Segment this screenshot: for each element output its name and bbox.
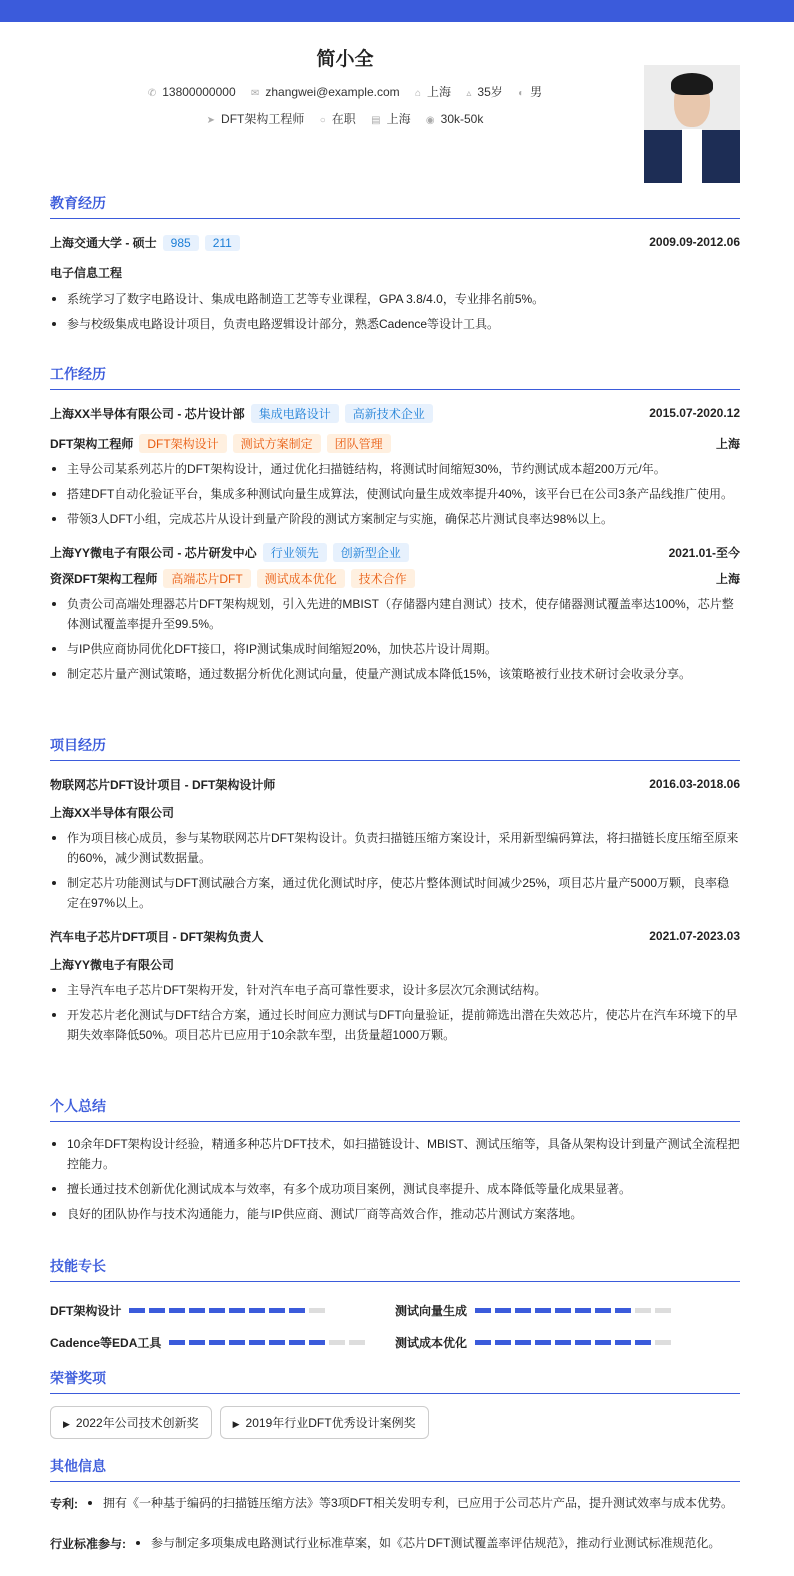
- skill-level-segment: [655, 1340, 671, 1345]
- city: 上海: [715, 571, 740, 586]
- position: DFT架构工程师: [221, 112, 305, 126]
- project-entry: [50, 773, 740, 913]
- company: 上海YY微电子有限公司 - 芯片研发中心: [50, 545, 257, 560]
- email: zhangwei@example.com: [265, 85, 400, 99]
- award-badge: [220, 1406, 429, 1439]
- project-name: 物联网芯片DFT设计项目 - DFT架构设计师: [50, 777, 276, 792]
- skills-grid: [50, 1294, 740, 1358]
- education-section: [50, 193, 740, 339]
- role: 资深DFT架构工程师: [50, 571, 158, 586]
- section-title: 其他信息: [50, 1456, 740, 1482]
- send-icon: ➤: [206, 115, 216, 126]
- work-section: [50, 364, 740, 689]
- skill-level-segment: [615, 1340, 631, 1345]
- building-icon: ▤: [371, 115, 381, 126]
- skill-level-bar: [169, 1340, 369, 1345]
- tag: DFT架构设计: [139, 434, 226, 453]
- skill-level-segment: [249, 1340, 265, 1345]
- skill-level-segment: [249, 1308, 265, 1313]
- skill-level-segment: [655, 1308, 671, 1313]
- other-item: [50, 1486, 740, 1520]
- age: 35岁: [477, 85, 503, 99]
- skill-level-segment: [169, 1308, 185, 1313]
- skill-level-segment: [595, 1308, 611, 1313]
- list-item: 参与校级集成电路设计项目，负责电路逻辑设计部分，熟悉Cadence等设计工具。: [50, 314, 740, 334]
- skill-level-bar: [475, 1308, 675, 1313]
- tag: 行业领先: [263, 543, 327, 562]
- skill-level-segment: [229, 1340, 245, 1345]
- skill-level-segment: [495, 1340, 511, 1345]
- skill-level-segment: [189, 1308, 205, 1313]
- skill-level-segment: [129, 1308, 145, 1313]
- profile-photo: [644, 65, 740, 183]
- skill-level-segment: [289, 1308, 305, 1313]
- tag: 创新型企业: [333, 543, 409, 562]
- other-item: [50, 1526, 740, 1560]
- other-value: 参与制定多项集成电路测试行业标准草案，如《芯片DFT测试覆盖率评估规范》，推动行业测试标准规范化。: [134, 1533, 720, 1553]
- list-item: 良好的团队协作与技术沟通能力，能与IP供应商、测试厂商等高效合作，推动芯片测试方案落地。: [50, 1204, 740, 1224]
- city: 上海: [715, 436, 740, 451]
- tag: 测试成本优化: [257, 569, 345, 588]
- job-intent-row: [0, 110, 690, 127]
- list-item: 系统学习了数字电路设计、集成电路制造工艺等专业课程，GPA 3.8/4.0，专业排名前5%。: [50, 289, 740, 309]
- tag: 测试方案制定: [233, 434, 321, 453]
- skill-level-segment: [209, 1308, 225, 1313]
- salary: 30k-50k: [440, 112, 484, 126]
- tag: 211: [205, 235, 240, 251]
- list-item: 主导公司某系列芯片的DFT架构设计，通过优化扫描链结构，将测试时间缩短30%，节约测试成本超200万元/年。: [50, 459, 740, 479]
- skill-row: [50, 1294, 395, 1326]
- skill-level-segment: [535, 1340, 551, 1345]
- skill-level-segment: [149, 1308, 165, 1313]
- skill-name: 测试向量生成: [395, 1303, 468, 1318]
- skill-level-segment: [349, 1340, 365, 1345]
- skill-row: [50, 1326, 395, 1358]
- org: 上海XX半导体有限公司: [50, 805, 175, 820]
- projects-section: [50, 735, 740, 1050]
- triangle-icon: ▶: [63, 1419, 70, 1429]
- tag: 技术合作: [351, 569, 415, 588]
- skill-level-segment: [555, 1340, 571, 1345]
- skill-level-segment: [475, 1340, 491, 1345]
- project-name: 汽车电子芯片DFT项目 - DFT架构负责人: [50, 929, 264, 944]
- gender-icon: ◐: [518, 88, 525, 99]
- skill-level-segment: [635, 1340, 651, 1345]
- status-icon: ○: [319, 115, 326, 126]
- section-title: 项目经历: [50, 735, 740, 761]
- contact-row: [0, 83, 690, 100]
- skill-level-bar: [475, 1340, 675, 1345]
- list-item: 10余年DFT架构设计经验，精通多种芯片DFT技术，如扫描链设计、MBIST、测试压缩等，具备从架构设计到量产测试全流程把控能力。: [50, 1134, 740, 1174]
- tag: 高端芯片DFT: [163, 569, 250, 588]
- tag: 985: [163, 235, 199, 251]
- skill-level-bar: [129, 1308, 329, 1313]
- section-title: 个人总结: [50, 1096, 740, 1122]
- phone: 13800000000: [162, 85, 236, 99]
- date: 2021.01-至今: [668, 545, 740, 560]
- skill-level-segment: [635, 1308, 651, 1313]
- list-item: 擅长通过技术创新优化测试成本与效率，有多个成功项目案例，测试良率提升、成本降低等量化成果显著。: [50, 1179, 740, 1199]
- project-entry: [50, 925, 740, 1045]
- skill-row: [395, 1294, 740, 1326]
- skill-level-segment: [535, 1308, 551, 1313]
- award-label: 2019年行业DFT优秀设计案例奖: [245, 1416, 416, 1430]
- skill-level-segment: [169, 1340, 185, 1345]
- major: 电子信息工程: [50, 265, 123, 280]
- skill-level-segment: [495, 1308, 511, 1313]
- skill-name: 测试成本优化: [395, 1335, 468, 1350]
- list-item: 开发芯片老化测试与DFT结合方案，通过长时间应力测试与DFT向量验证，提前筛选出潜在失效芯片，使芯片在汽车环境下的早期失效率降低50%。项目芯片已应用于10余款车型，出货量超1000万颗。: [50, 1005, 740, 1045]
- status: 在职: [331, 112, 356, 126]
- other-value: 拥有《一种基于编码的扫描链压缩方法》等3项DFT相关发明专利，已应用于公司芯片产品，提升测试效率与成本优势。: [86, 1493, 733, 1513]
- skills-section: [50, 1256, 740, 1358]
- tag: 团队管理: [327, 434, 391, 453]
- skill-level-segment: [229, 1308, 245, 1313]
- skill-level-segment: [209, 1340, 225, 1345]
- skill-level-segment: [309, 1340, 325, 1345]
- skill-level-segment: [575, 1340, 591, 1345]
- date: 2009.09-2012.06: [649, 235, 740, 249]
- list-item: 主导汽车电子芯片DFT架构开发，针对汽车电子高可靠性要求，设计多层次冗余测试结构。: [50, 980, 740, 1000]
- other-section: [50, 1456, 740, 1560]
- cake-icon: ▵: [466, 88, 472, 99]
- award-badge: [50, 1406, 212, 1439]
- date: 2015.07-2020.12: [649, 406, 740, 420]
- candidate-name: 简小全: [316, 49, 374, 70]
- other-key: 专利:: [50, 1496, 78, 1511]
- skill-level-segment: [189, 1340, 205, 1345]
- resume-header: [0, 22, 794, 172]
- list-item: 与IP供应商协同优化DFT接口，将IP测试集成时间缩短20%，加快芯片设计周期。: [50, 639, 740, 659]
- summary-section: [50, 1096, 740, 1229]
- skill-name: Cadence等EDA工具: [50, 1335, 162, 1350]
- job-entry: [50, 402, 740, 529]
- tag: 高新技术企业: [345, 404, 433, 423]
- skill-level-segment: [555, 1308, 571, 1313]
- skill-level-segment: [515, 1308, 531, 1313]
- tag: 集成电路设计: [251, 404, 339, 423]
- home-icon: ⌂: [414, 88, 422, 99]
- skill-name: DFT架构设计: [50, 1303, 122, 1318]
- list-item: 带领3人DFT小组，完成芯片从设计到量产阶段的测试方案制定与实施，确保芯片测试良率达98%以上。: [50, 509, 740, 529]
- skill-level-segment: [615, 1308, 631, 1313]
- awards-section: [50, 1368, 740, 1439]
- target-city: 上海: [386, 112, 411, 126]
- skill-level-segment: [309, 1308, 325, 1313]
- company: 上海XX半导体有限公司 - 芯片设计部: [50, 406, 245, 421]
- date: 2021.07-2023.03: [649, 929, 740, 943]
- role: DFT架构工程师: [50, 436, 134, 451]
- skill-level-segment: [329, 1340, 345, 1345]
- section-title: 工作经历: [50, 364, 740, 390]
- skill-level-segment: [575, 1308, 591, 1313]
- skill-level-segment: [289, 1340, 305, 1345]
- list-item: 负责公司高端处理器芯片DFT架构规划，引入先进的MBIST（存储器内建自测试）技术，使存储器测试覆盖率达100%，芯片整体测试覆盖率提升至99.5%。: [50, 594, 740, 634]
- gender: 男: [530, 85, 543, 99]
- mail-icon: ✉: [250, 88, 260, 99]
- skill-level-segment: [475, 1308, 491, 1313]
- school: 上海交通大学 - 硕士: [50, 235, 157, 250]
- skill-level-segment: [269, 1340, 285, 1345]
- other-key: 行业标准参与:: [50, 1536, 126, 1551]
- org: 上海YY微电子有限公司: [50, 957, 175, 972]
- phone-icon: ✆: [147, 88, 157, 99]
- city: 上海: [427, 85, 452, 99]
- triangle-icon: ▶: [232, 1419, 240, 1429]
- section-title: 教育经历: [50, 193, 740, 219]
- skill-level-segment: [269, 1308, 285, 1313]
- skill-level-segment: [595, 1340, 611, 1345]
- list-item: 作为项目核心成员，参与某物联网芯片DFT架构设计。负责扫描链压缩方案设计，采用新型编码算法，将扫描链长度压缩至原来的60%，减少测试数据量。: [50, 828, 740, 868]
- section-title: 荣誉奖项: [50, 1368, 740, 1394]
- list-item: 搭建DFT自动化验证平台，集成多种测试向量生成算法，使测试向量生成效率提升40%，该平台已在公司3条产品线推广使用。: [50, 484, 740, 504]
- skill-level-segment: [515, 1340, 531, 1345]
- list-item: 制定芯片功能测试与DFT测试融合方案，通过优化测试时序，使芯片整体测试时间减少25%，项目芯片量产5000万颗，良率稳定在97%以上。: [50, 873, 740, 913]
- section-title: 技能专长: [50, 1256, 740, 1282]
- date: 2016.03-2018.06: [649, 777, 740, 791]
- list-item: 制定芯片量产测试策略，通过数据分析优化测试向量，使量产测试成本降低15%，该策略被行业技术研讨会收录分享。: [50, 664, 740, 684]
- job-entry: [50, 541, 740, 684]
- salary-icon: ◉: [425, 115, 435, 126]
- skill-row: [395, 1326, 740, 1358]
- top-accent-bar: [0, 0, 794, 22]
- award-label: 2022年公司技术创新奖: [75, 1416, 199, 1430]
